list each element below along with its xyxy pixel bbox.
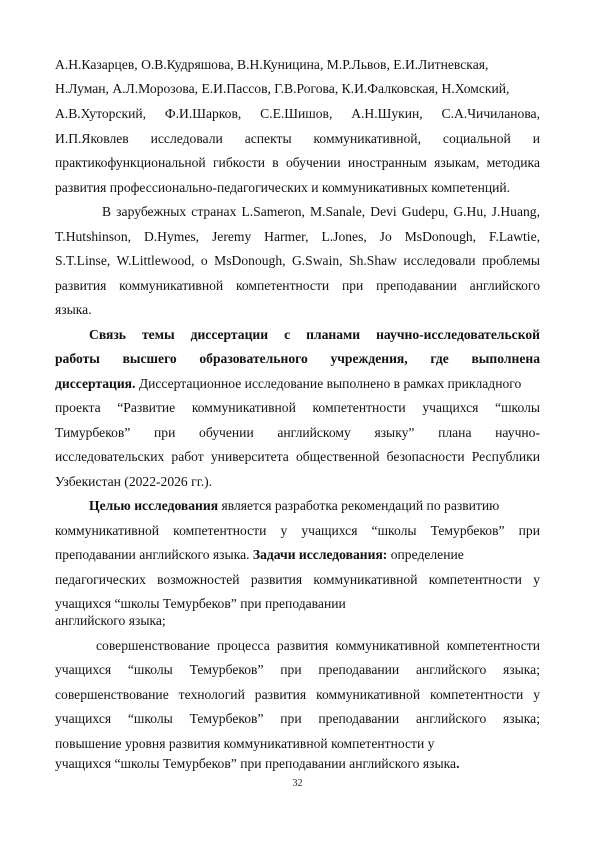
text-line: повышение уровня развития коммуникативной компетентности у — [55, 736, 435, 751]
page-number: 32 — [292, 778, 303, 789]
text-line: Тимурбеков” при обучении английскому языку” плана научно- — [55, 425, 540, 440]
section-heading: работы высшего образовательного учреждения, где выполнена — [55, 351, 540, 366]
text-line: Узбекистан (2022-2026 гг.). — [55, 474, 213, 489]
text-line — [55, 375, 540, 392]
text-span: учащихся “школы Темурбеков” при преподавании английского языка — [55, 756, 457, 771]
text-line: развития профессионально-педагогических и коммуникативных компетенций. — [55, 180, 511, 195]
text-line — [89, 497, 540, 514]
text-line: совершенствование процесса развития коммуникативной компетентности — [96, 638, 540, 653]
text-span: определение — [387, 547, 464, 562]
text-line: языка. — [55, 302, 92, 317]
text-line: проекта “Развитие коммуникативной компетентности учащихся “школы — [55, 400, 540, 415]
text-line: T.Hutshinson, D.Hymes, Jeremy Harmer, L.Jones, Jo MsDonough, F.Lawtie, — [55, 229, 540, 244]
section-heading: диссертация. — [55, 376, 136, 391]
text-line: учащихся “школы Темурбеков” при преподавании английского языка; — [55, 662, 540, 677]
text-line — [55, 546, 540, 563]
text-line: развития коммуникативной компетентности при преподавании английского — [55, 278, 540, 293]
period: . — [456, 756, 460, 771]
text-line: В зарубежных странах L.Sameron, M.Sanale, Devi Gudepu, G.Hu, J.Huang, — [102, 204, 540, 219]
text-line: совершенствование технологий развития коммуникативной компетентности у — [55, 687, 540, 702]
text-line: педагогических возможностей развития коммуникативной компетентности у — [55, 572, 540, 587]
goal-heading: Целью исследования — [89, 498, 219, 513]
text-span: преподавании английского языка. — [55, 547, 253, 562]
text-line: И.П.Яковлев исследовали аспекты коммуникативной, социальной и — [55, 131, 540, 146]
text-span: Диссертационное исследование выполнено в рамках прикладного — [135, 376, 522, 391]
text-line: учащихся “школы Темурбеков” при преподавании английского языка; — [55, 711, 540, 726]
text-line: Н.Луман, А.Л.Морозова, Е.И.Пассов, Г.В.Рогова, К.И.Фалковская, Н.Хомский, — [55, 81, 510, 96]
text-span: является разработка рекомендаций по развитию — [218, 498, 500, 513]
text-line: английского языка; — [55, 613, 166, 628]
text-line: коммуникативной компетентности у учащихся “школы Темурбеков” при — [55, 523, 540, 538]
text-line: учащихся “школы Темурбеков” при преподавании — [55, 596, 346, 611]
section-heading: Связь темы диссертации с планами научно-исследовательской — [89, 327, 540, 342]
text-line — [55, 755, 540, 772]
text-line: S.T.Linse, W.Littlewood, o MsDonough, G.Swain, Sh.Shaw исследовали проблемы — [55, 253, 540, 268]
tasks-heading: Задачи исследования: — [252, 547, 388, 562]
text-line: практикофункциональной гибкости в обучении иностранным языкам, методика — [55, 155, 540, 170]
text-line: А.В.Хуторский, Ф.И.Шарков, С.Е.Шишов, А.Н.Шукин, С.А.Чичиланова, — [55, 106, 540, 121]
text-line: А.Н.Казарцев, О.В.Кудряшова, В.Н.Куницина, М.Р.Львов, Е.И.Литневская, — [55, 57, 489, 72]
text-line: исследовательских работ университета общественной безопасности Республики — [55, 449, 540, 464]
